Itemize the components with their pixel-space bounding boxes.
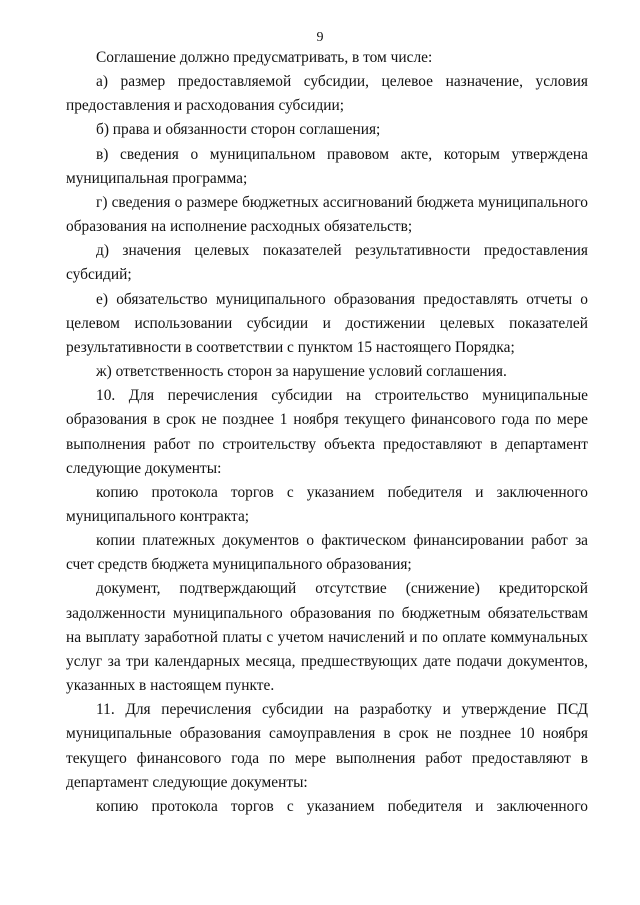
paragraph-section-11: 11. Для перечисления субсидии на разработку и утверждение ПСД муниципальные образования самоуправления в срок не позднее 10 ноября текущего финансового года по мере выполнения работ предоставляют в департамент следующие документы: (66, 701, 588, 791)
paragraph-doc-protocol-2: копию протокола торгов с указанием победителя и заключенного (96, 797, 588, 815)
paragraph-intro: Соглашение должно предусматривать, в том числе: (96, 49, 433, 66)
paragraph-doc-payments: копии платежных документов о фактическом финансировании работ за счет средств бюджета муниципального образования; (66, 532, 588, 574)
document-body (66, 46, 588, 819)
paragraph-item-b: б) права и обязанности сторон соглашения; (96, 121, 381, 139)
paragraph-item-d: д) значения целевых показателей результативности предоставления субсидий; (66, 242, 588, 284)
paragraph-item-a: а) размер предоставляемой субсидии, целевое назначение, условия предоставления и расходования субсидии; (66, 73, 588, 115)
page-number: 9 (316, 30, 324, 45)
paragraph-section-10: 10. Для перечисления субсидии на строительство муниципальные образования в срок не позднее 1 ноября текущего финансового года по мере выполнения работ по строительству объекта предоставляют в департамент следующие документы: (66, 387, 588, 477)
paragraph-doc-debt: документ, подтверждающий отсутствие (снижение) кредиторской задолженности муниципального образования по бюджетным обязательствам на выплату заработной платы с учетом начислений и по оплате коммунальных услуг за три календарных месяца, предшествующих дате подачи документов, указанных в настоящем пункте. (66, 580, 588, 695)
paragraph-item-g: г) сведения о размере бюджетных ассигнований бюджета муниципального образования на исполнение расходных обязательств; (66, 193, 588, 236)
paragraph-doc-protocol: копию протокола торгов с указанием победителя и заключенного муниципального контракта; (66, 483, 588, 525)
paragraph-item-v: в) сведения о муниципальном правовом акте, которым утверждена муниципальная программа; (66, 145, 588, 187)
paragraph-item-zh: ж) ответственность сторон за нарушение условий соглашения. (96, 363, 507, 381)
paragraph-item-e: е) обязательство муниципального образования предоставлять отчеты о целевом использовании субсидии и достижении целевых показателей результативности в соответствии с пунктом 15 настоящего Порядка; (66, 290, 588, 356)
